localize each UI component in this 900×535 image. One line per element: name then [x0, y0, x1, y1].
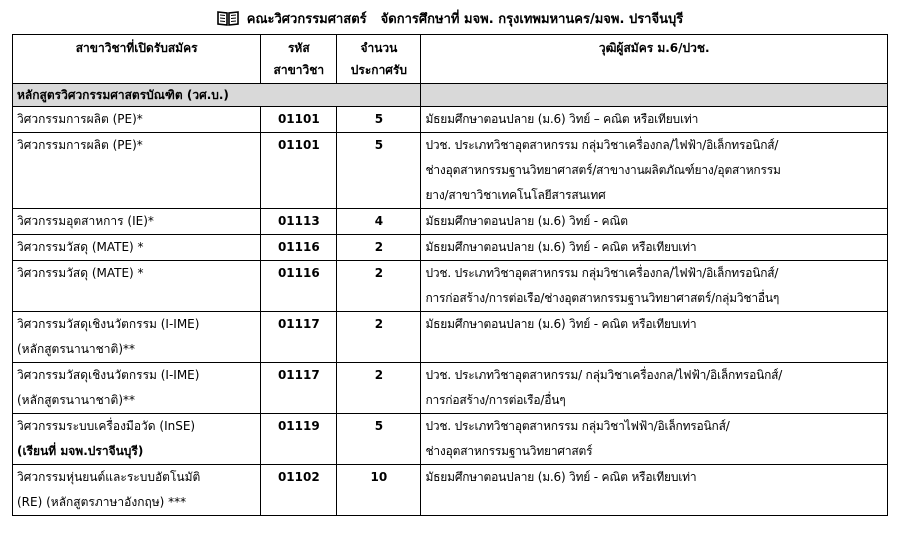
program-capacity: 4	[337, 209, 421, 235]
program-code: 01119	[261, 414, 337, 465]
program-capacity: 2	[337, 312, 421, 363]
program-code: 01101	[261, 107, 337, 133]
table-row	[13, 107, 888, 133]
program-capacity: 2	[337, 363, 421, 414]
program-name-line: วิศวกรรมอุตสาหการ (IE)*	[17, 214, 154, 228]
qualification-line: มัธยมศึกษาตอนปลาย (ม.6) วิทย์ - คณิต หรือเทียบเท่า	[425, 470, 697, 484]
curriculum-table	[12, 34, 888, 516]
program-code: 01102	[261, 465, 337, 516]
qualification	[421, 312, 888, 363]
qualification	[421, 261, 888, 312]
section-blank	[421, 84, 888, 107]
program-name	[13, 209, 261, 235]
table-header-row	[13, 35, 888, 84]
program-capacity: 2	[337, 235, 421, 261]
program-name	[13, 235, 261, 261]
qualification-line: การก่อสร้าง/การต่อเรือ/ช่างอุตสาหกรรมฐานวิทยาศาสตร์/กลุ่มวิชาอื่นๆ	[425, 291, 780, 305]
header-code: รหัส สาขาวิชา	[261, 35, 337, 84]
program-capacity: 5	[337, 414, 421, 465]
program-name	[13, 363, 261, 414]
table-row	[13, 235, 888, 261]
program-name-line: (เรียนที่ มจพ.ปราจีนบุรี)	[17, 444, 144, 458]
table-row	[13, 209, 888, 235]
section-row	[13, 84, 888, 107]
program-code: 01116	[261, 261, 337, 312]
qualification	[421, 235, 888, 261]
qualification	[421, 133, 888, 209]
qualification-line: มัธยมศึกษาตอนปลาย (ม.6) วิทย์ – คณิต หรือเทียบเท่า	[425, 112, 699, 126]
program-name-line: วิศวกรรมการผลิต (PE)*	[17, 112, 143, 126]
header-qualification: วุฒิผู้สมัคร ม.6/ปวช.	[421, 35, 888, 84]
program-name-line: วิศวกรรมหุ่นยนต์และระบบอัตโนมัติ	[17, 470, 201, 484]
program-name-line: วิศวกรรมวัสดุเชิงนวัตกรรม (I-IME)	[17, 368, 200, 382]
qualification	[421, 107, 888, 133]
program-name-line: วิศวกรรมระบบเครื่องมือวัด (InSE)	[17, 419, 196, 433]
program-name-line: วิศวกรรมวัสดุเชิงนวัตกรรม (I-IME)	[17, 317, 200, 331]
qualification-line: ปวช. ประเภทวิชาอุตสาหกรรม กลุ่มวิชาเครื่องกล/ไฟฟ้า/อิเล็กทรอนิกส์/	[425, 138, 779, 152]
table-row	[13, 133, 888, 209]
program-name	[13, 261, 261, 312]
program-name	[13, 107, 261, 133]
qualification-line: ช่างอุตสาหกรรมฐานวิทยาศาสตร์	[425, 444, 593, 458]
open-book-icon	[217, 10, 239, 26]
program-code: 01101	[261, 133, 337, 209]
program-capacity: 2	[337, 261, 421, 312]
campus-info: จัดการศึกษาที่ มจพ. กรุงเทพมหานคร/มจพ. ปราจีนบุรี	[380, 11, 684, 27]
qualification-line: ปวช. ประเภทวิชาอุตสาหกรรม กลุ่มวิชาไฟฟ้า/อิเล็กทรอนิกส์/	[425, 419, 730, 433]
qualification	[421, 414, 888, 465]
table-row	[13, 363, 888, 414]
qualification-line: มัธยมศึกษาตอนปลาย (ม.6) วิทย์ - คณิต หรือเทียบเท่า	[425, 240, 697, 254]
program-name-line: วิศวกรรมวัสดุ (MATE) *	[17, 266, 144, 280]
program-code: 01117	[261, 363, 337, 414]
table-row	[13, 312, 888, 363]
program-name-line: (RE) (หลักสูตรภาษาอังกฤษ) ***	[17, 495, 187, 509]
qualification	[421, 209, 888, 235]
table-row	[13, 465, 888, 516]
page-title	[0, 6, 900, 30]
qualification-line: มัธยมศึกษาตอนปลาย (ม.6) วิทย์ - คณิต	[425, 214, 628, 228]
program-capacity: 10	[337, 465, 421, 516]
qualification	[421, 363, 888, 414]
program-code: 01113	[261, 209, 337, 235]
qualification-line: ช่างอุตสาหกรรมฐานวิทยาศาสตร์/สาขางานผลิตภัณฑ์ยาง/อุตสาหกรรม	[425, 163, 781, 177]
program-name	[13, 414, 261, 465]
faculty-name: คณะวิศวกรรมศาสตร์	[246, 11, 367, 27]
program-name-line: วิศวกรรมวัสดุ (MATE) *	[17, 240, 144, 254]
program-capacity: 5	[337, 133, 421, 209]
program-capacity: 5	[337, 107, 421, 133]
table-row	[13, 414, 888, 465]
qualification-line: มัธยมศึกษาตอนปลาย (ม.6) วิทย์ - คณิต หรือเทียบเท่า	[425, 317, 697, 331]
qualification-line: ปวช. ประเภทวิชาอุตสาหกรรม/ กลุ่มวิชาเครื่องกล/ไฟฟ้า/อิเล็กทรอนิกส์/	[425, 368, 783, 382]
header-program: สาขาวิชาที่เปิดรับสมัคร	[13, 35, 261, 84]
program-name-line: (หลักสูตรนานาชาติ)**	[17, 342, 136, 356]
program-name-line: (หลักสูตรนานาชาติ)**	[17, 393, 136, 407]
program-code: 01116	[261, 235, 337, 261]
program-name	[13, 465, 261, 516]
qualification	[421, 465, 888, 516]
qualification-line: การก่อสร้าง/การต่อเรือ/อื่นๆ	[425, 393, 566, 407]
qualification-line: ยาง/สาขาวิชาเทคโนโลยีสารสนเทศ	[425, 188, 606, 202]
header-capacity: จำนวน ประกาศรับ	[337, 35, 421, 84]
table-row	[13, 261, 888, 312]
section-label: หลักสูตรวิศวกรรมศาสตรบัณฑิต (วศ.บ.)	[13, 84, 421, 107]
program-name	[13, 133, 261, 209]
program-name	[13, 312, 261, 363]
program-name-line: วิศวกรรมการผลิต (PE)*	[17, 138, 143, 152]
program-code: 01117	[261, 312, 337, 363]
qualification-line: ปวช. ประเภทวิชาอุตสาหกรรม กลุ่มวิชาเครื่องกล/ไฟฟ้า/อิเล็กทรอนิกส์/	[425, 266, 779, 280]
